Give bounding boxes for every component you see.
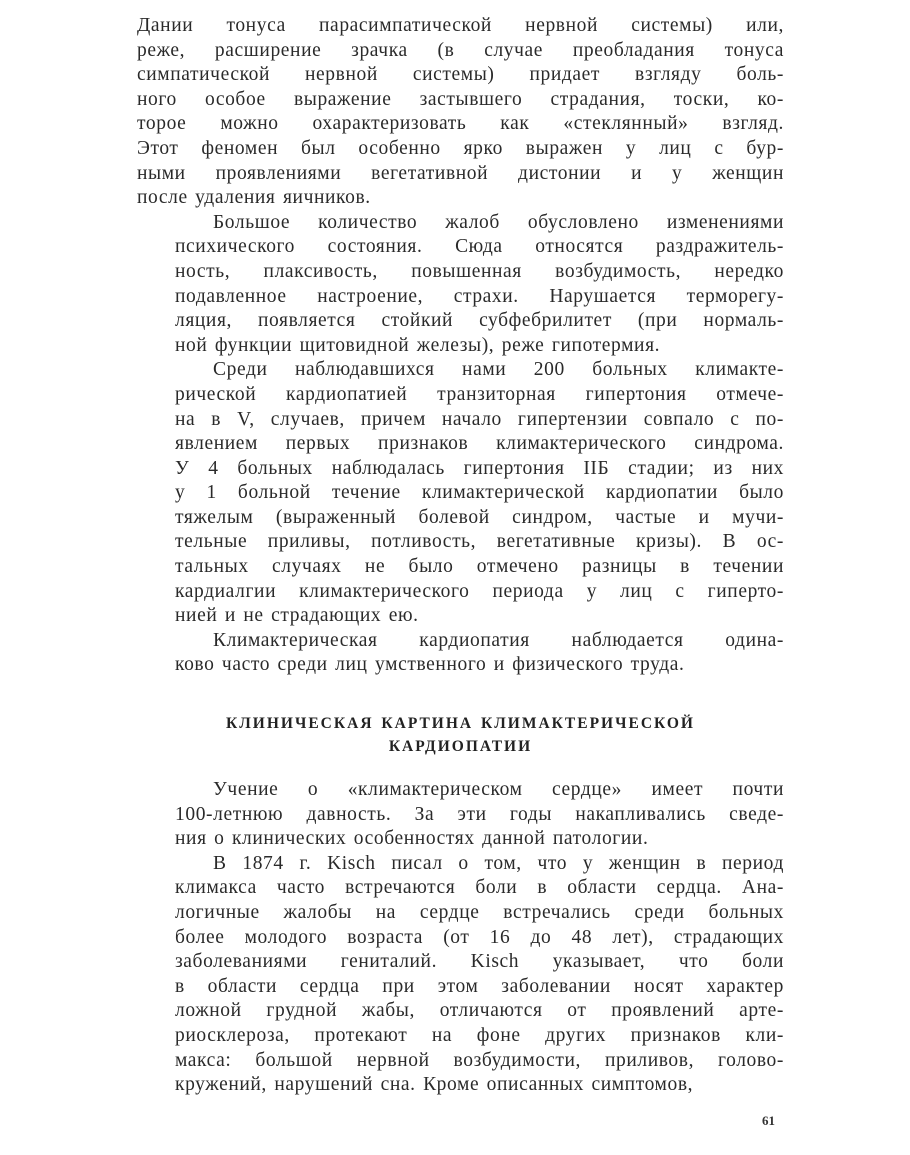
text-line: на в V, случаев, причем начало гипертензии совпало с по- (175, 408, 784, 430)
text-line: реже, расширение зрачка (в случае преобладания тонуса (137, 39, 784, 61)
text-line: тальных случаях не было отмечено разницы в течении (175, 556, 784, 578)
text-line: ково часто среди лиц умственного и физического труда. (175, 654, 685, 676)
text-line: после удаления яичников. (137, 187, 371, 209)
text-line: ложной грудной жабы, отличаются от проявлений арте- (175, 1000, 784, 1022)
text-line: Среди наблюдавшихся нами 200 больных климакте- (213, 359, 784, 381)
section-heading-line-1: КЛИНИЧЕСКАЯ КАРТИНА КЛИМАКТЕРИЧЕСКОЙ (226, 715, 695, 733)
text-line: заболеваниями гениталий. Kisch указывает, что боли (175, 951, 784, 973)
text-line: явлением первых признаков климактерического синдрома. (175, 433, 784, 455)
text-line: ляция, появляется стойкий субфебрилитет (при нормаль- (175, 310, 784, 332)
text-line: кардиалгии климактерического периода у лиц с гиперто- (175, 580, 784, 602)
paragraph (137, 778, 784, 852)
text-line: У 4 больных наблюдалась гипертония IIБ стадии; из них (175, 457, 784, 479)
section-heading (137, 712, 784, 758)
text-line: тяжелым (выраженный болевой синдром, частые и мучи- (175, 506, 784, 528)
text-line: психического состояния. Сюда относятся раздражитель- (175, 236, 784, 258)
text-line: Большое количество жалоб обусловлено изменениями (213, 211, 784, 233)
text-line: нией и не страдающих ею. (175, 605, 419, 627)
paragraph (137, 14, 784, 211)
text-line: ность, плаксивость, повышенная возбудимость, нередко (175, 260, 784, 282)
text-line: 100-летнюю давность. За эти годы накапливались сведе- (175, 803, 784, 825)
paragraph (137, 629, 784, 678)
text-line: Дании тонуса парасимпатической нервной системы) или, (137, 15, 784, 36)
text-line: Учение о «климактерическом сердце» имеет почти (213, 779, 784, 801)
text-line: тельные приливы, потливость, вегетативные кризы). В ос- (175, 531, 784, 553)
paragraph (137, 852, 784, 1098)
text-line: климакса часто встречаются боли в области сердца. Ана- (175, 877, 784, 899)
text-line: у 1 больной течение климактерической кардиопатии было (175, 482, 784, 504)
section-heading-line-2: КАРДИОПАТИИ (388, 738, 533, 756)
text-line: ного особое выражение застывшего страдания, тоски, ко- (137, 88, 784, 110)
text-line: ния о клинических особенностях данной патологии. (175, 828, 649, 850)
text-line: макса: большой нервной возбудимости, приливов, голово- (175, 1049, 784, 1071)
text-line: рической кардиопатией транзиторная гипертония отмече- (175, 383, 784, 405)
text-block-before-heading (137, 14, 784, 678)
text-line: риосклероза, протекают на фоне других признаков кли- (175, 1024, 784, 1046)
text-line: Климактерическая кардиопатия наблюдается одина- (213, 629, 784, 651)
text-line: логичные жалобы на сердце встречались среди больных (175, 902, 784, 923)
text-line: в области сердца при этом заболевании носят характер (175, 975, 784, 997)
paragraph (137, 358, 784, 629)
text-line: Этот феномен был особенно ярко выражен у лиц с бур- (137, 137, 784, 159)
text-line: более молодого возраста (от 16 до 48 лет), страдающих (175, 926, 784, 948)
text-line: торое можно охарактеризовать как «стеклянный» взгляд. (137, 113, 784, 135)
page-number: 61 (762, 1113, 775, 1128)
text-line: В 1874 г. Kisch писал о том, что у женщин в период (213, 852, 784, 874)
text-block-after-heading (137, 778, 784, 1098)
text-line: ными проявлениями вегетативной дистонии и у женщин (137, 162, 784, 184)
text-line: кружений, нарушений сна. Кроме описанных симптомов, (175, 1074, 694, 1096)
text-line: подавленное настроение, страхи. Нарушается терморегу- (175, 285, 784, 307)
text-line: симпатической нервной системы) придает взгляду боль- (137, 64, 784, 86)
paragraph (137, 211, 784, 359)
text-line: ной функции щитовидной железы), реже гипотермия. (175, 334, 661, 356)
page-body (137, 14, 784, 1098)
